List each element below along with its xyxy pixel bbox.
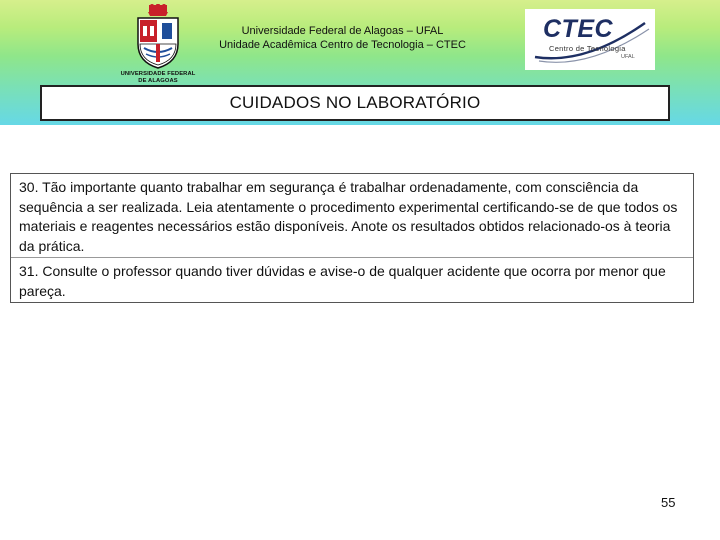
ufal-logo-caption (112, 71, 204, 84)
ufal-caption-line2: DE ALAGOAS (138, 77, 178, 84)
institution-name: Universidade Federal de Alagoas – UFAL (241, 25, 444, 37)
ctec-subtitle: Centro de Tecnologia (549, 44, 626, 53)
ctec-tag: UFAL (621, 54, 635, 60)
slide-title: CUIDADOS NO LABORATÓRIO (40, 85, 670, 121)
page-number: 55 (661, 495, 676, 510)
item-divider (11, 257, 693, 258)
ctec-wordmark: CTEC (543, 15, 614, 43)
list-item: 30. Tão importante quanto trabalhar em segurança é trabalhar ordenadamente, com consciência da sequência a ser realizada. Leia atentamente o procedimento experimental certificando-se de que todos os materiais e reagentes necessários estão disponíveis. Anote os resultados obtidos relacionado-os à teoria da prática. (19, 179, 678, 254)
list-item: 31. Consulte o professor quando tiver dúvidas e avise-o de qualquer acidente que ocorra por menor que pareça. (19, 263, 666, 299)
content-box (10, 173, 694, 303)
ctec-logo (525, 9, 655, 70)
ufal-caption-line1: UNIVERSIDADE FEDERAL (120, 71, 196, 77)
institution-unit: Unidade Acadêmica Centro de Tecnologia – CTEC (219, 39, 466, 51)
ufal-coat-of-arms-icon (132, 4, 184, 70)
